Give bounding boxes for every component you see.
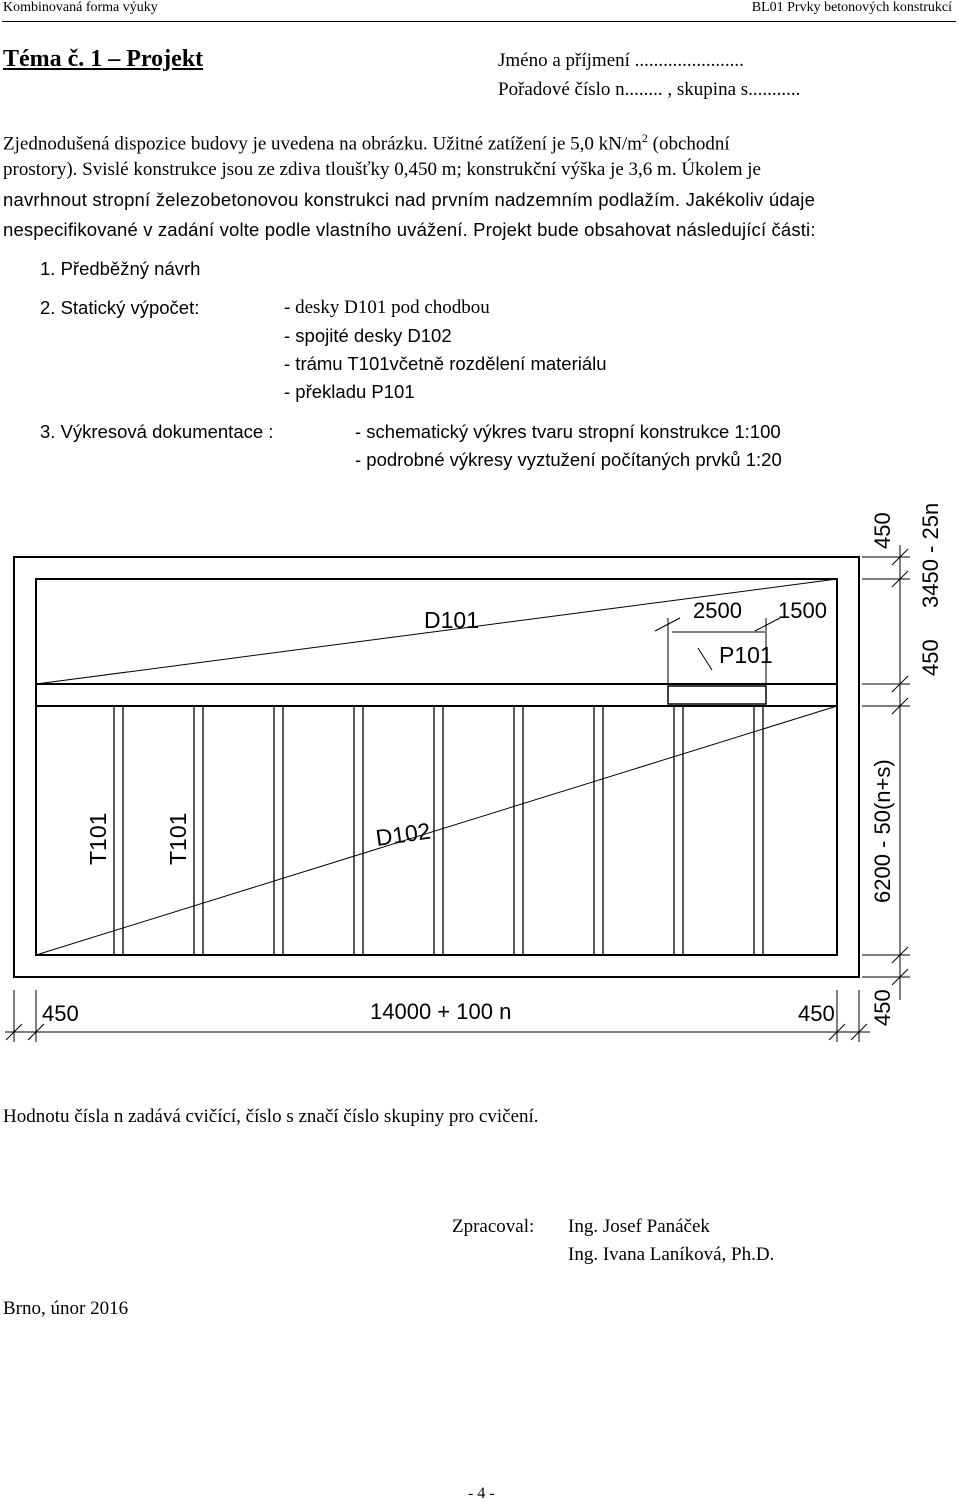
- dim-bottom-right: 450: [798, 1001, 835, 1026]
- beams-group: [114, 706, 763, 955]
- list-item-3-line-2: - podrobné výkresy vyztužení počítaných prvků 1:20: [355, 449, 782, 470]
- p101-leader: [698, 648, 712, 670]
- prepared-name-1: Ing. Josef Panáček: [568, 1216, 710, 1237]
- prepared-name-2: Ing. Ivana Laníková, Ph.D.: [568, 1244, 775, 1265]
- page-title: Téma č. 1 – Projekt: [3, 46, 204, 72]
- intro-line-1-end: (obchodní: [647, 133, 730, 155]
- dim-right-3450: 3450 - 25n: [918, 502, 943, 608]
- note-text: Hodnotu čísla n zadává cvičící, číslo s značí číslo skupiny pro cvičení.: [3, 1106, 539, 1127]
- list-item-3-label: 3. Výkresová dokumentace :: [40, 421, 274, 442]
- label-d101: D101: [424, 607, 479, 633]
- page-number: - 4 -: [468, 1485, 495, 1502]
- p101-tick-right: [755, 618, 780, 631]
- dim-2500: 2500: [693, 598, 742, 623]
- lintel-p101: [668, 686, 766, 704]
- dim-right-450-top: 450: [870, 512, 895, 549]
- list-item-2-line-1: - desky D101 pod chodbou: [284, 297, 490, 318]
- dim-1500: 1500: [778, 598, 827, 623]
- name-field-line: Jméno a příjmení .......................: [498, 50, 744, 71]
- list-item-2-label: 2. Statický výpočet:: [40, 297, 200, 318]
- intro-line-2: prostory). Svislé konstrukce jsou ze zdiva tloušťky 0,450 m; konstrukční výška je 3,6 m. Úkolem je: [3, 159, 761, 180]
- prepared-label: Zpracoval:: [452, 1216, 535, 1237]
- dim-right-6200: 6200 - 50(n+s): [870, 759, 895, 903]
- place-date: Brno, únor 2016: [3, 1298, 129, 1319]
- beam-6: [514, 706, 523, 955]
- dim-right-450-mid: 450: [918, 639, 943, 676]
- label-t101-b: T101: [165, 812, 191, 865]
- list-item-2-line-3: - trámu T101včetně rozdělení materiálu: [284, 353, 607, 374]
- header-left: Kombinovaná forma výuky: [3, 0, 158, 15]
- dim-bottom-mid: 14000 + 100 n: [370, 999, 512, 1024]
- intro-line-1-text: Zjednodušená dispozice budovy je uvedena na obrázku. Užitné zatížení je 5,0 kN/m: [3, 133, 642, 155]
- beam-7: [594, 706, 603, 955]
- superscript-2: 2: [641, 131, 648, 145]
- beam-4: [354, 706, 363, 955]
- label-t101-a: T101: [85, 812, 111, 865]
- beam-2: [194, 706, 203, 955]
- d102-diagonal: [36, 706, 837, 955]
- beam-3: [274, 706, 283, 955]
- dim-bottom-left: 450: [42, 1001, 79, 1026]
- list-item-1: 1. Předběžný návrh: [40, 258, 201, 279]
- dim-right-450-bottom: 450: [870, 989, 895, 1026]
- label-p101: P101: [719, 642, 773, 668]
- label-d102: D102: [374, 817, 433, 851]
- intro-line-3: navrhnout stropní železobetonovou konstrukci nad prvním nadzemním podlažím. Jakékoliv údaje: [3, 189, 816, 210]
- list-item-2-line-4: - překladu P101: [284, 381, 415, 402]
- inner-wall-outline: [36, 579, 837, 955]
- beam-1: [114, 706, 123, 955]
- order-field-line: Pořadové číslo n........ , skupina s...........: [498, 79, 801, 100]
- intro-line-4: nespecifikované v zadání volte podle vlastního uvážení. Projekt bude obsahovat následující části:: [3, 219, 816, 240]
- beam-9: [754, 706, 763, 955]
- header-right: BL01 Prvky betonových konstrukcí: [751, 0, 952, 15]
- list-item-3-line-1: - schematický výkres tvaru stropní konstrukce 1:100: [355, 421, 781, 442]
- list-item-2-line-2: - spojité desky D102: [284, 325, 452, 346]
- beam-8: [674, 706, 683, 955]
